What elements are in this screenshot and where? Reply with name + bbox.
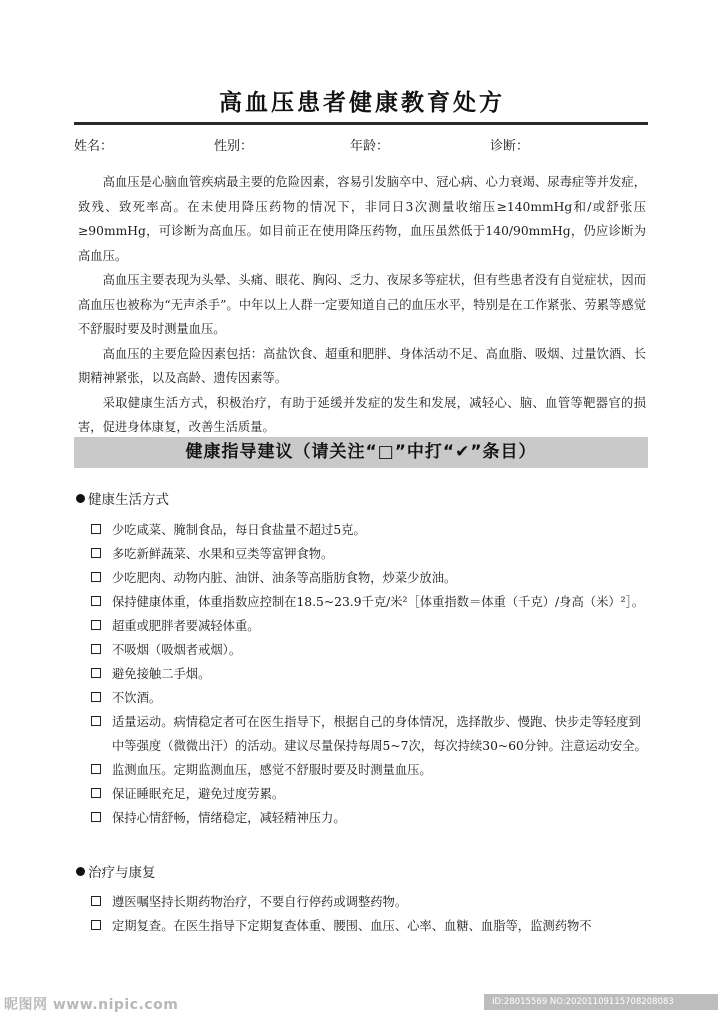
checkbox[interactable]: [91, 896, 101, 906]
item-text: 适量运动。病情稳定者可在医生指导下，根据自己的身体情况，选择散步、慢跑、快步走等轻度到中等强度（微微出汗）的活动。建议尽量保持每周5~7次，每次持续30~60分钟。注意运动安全。: [112, 715, 647, 753]
item-text: 监测血压。定期监测血压，感觉不舒服时要及时测量血压。: [112, 763, 432, 777]
intro-paragraph: 高血压主要表现为头晕、头痛、眼花、胸闷、乏力、夜尿多等症状，但有些患者没有自觉症状，因而高血压也被称为“无声杀手”。中年以上人群一定要知道自己的血压水平，特别是在工作紧张、劳累等感觉不舒服时要及时测量血压。: [78, 273, 646, 336]
list-item: [90, 590, 648, 614]
item-text: 保持健康体重，体重指数应控制在18.5~23.9千克/米²［体重指数＝体重（千克）/身高（米）²］。: [112, 595, 645, 609]
item-text: 多吃新鲜蔬菜、水果和豆类等富钾食物。: [112, 547, 334, 561]
item-text: 遵医嘱坚持长期药物治疗，不要自行停药或调整药物。: [112, 895, 408, 909]
list-item: [90, 782, 648, 806]
checkbox[interactable]: [91, 524, 101, 534]
bullet-icon: [76, 494, 85, 503]
checkbox[interactable]: [91, 812, 101, 822]
checkbox[interactable]: [91, 548, 101, 558]
list-item: [90, 758, 648, 782]
checkbox[interactable]: [91, 920, 101, 930]
item-text: 不饮酒。: [112, 691, 162, 705]
intro-paragraph: 采取健康生活方式，积极治疗，有助于延缓并发症的发生和发展，减轻心、脑、血管等靶器官的损害，促进身体康复，改善生活质量。: [78, 395, 646, 434]
treatment-heading: [76, 861, 156, 881]
checkbox[interactable]: [91, 620, 101, 630]
item-text: 保证睡眠充足，避免过度劳累。: [112, 787, 285, 801]
item-text: 定期复查。在医生指导下定期复查体重、腰围、血压、心率、血糖、血脂等，监测药物不: [112, 919, 592, 933]
gender-label: 性别：: [214, 139, 254, 154]
list-item: [90, 566, 648, 590]
page-title: 高血压患者健康教育处方: [219, 90, 505, 116]
intro-paragraph: 高血压是心脑血管疾病最主要的危险因素，容易引发脑卒中、冠心病、心力衰竭、尿毒症等并发症，致残、致死率高。在未使用降压药物的情况下，非同日3次测量收缩压≥140mmHg和/或舒张压≥90mmHg，可诊断为高血压。如目前正在使用降压药物，血压虽然低于140/90mmHg，仍应诊断为高血压。: [78, 175, 646, 263]
checkbox[interactable]: [91, 716, 101, 726]
list-item: [90, 710, 648, 758]
title-divider: [74, 122, 648, 125]
list-item: [90, 890, 648, 914]
list-item: [90, 662, 648, 686]
watermark-id: ID:28015569 NO:20201109115708208083: [484, 994, 718, 1010]
checkbox[interactable]: [91, 692, 101, 702]
list-item: [90, 914, 648, 938]
list-item: [90, 518, 648, 542]
item-text: 不吸烟（吸烟者戒烟）。: [112, 643, 242, 657]
intro-paragraph: 高血压的主要危险因素包括：高盐饮食、超重和肥胖、身体活动不足、高血脂、吸烟、过量饮酒、长期精神紧张，以及高龄、遗传因素等。: [78, 346, 646, 385]
list-item: [90, 638, 648, 662]
list-item: [90, 614, 648, 638]
treatment-heading-label: 治疗与康复: [88, 865, 156, 881]
checkbox[interactable]: [91, 668, 101, 678]
bullet-icon: [76, 867, 85, 876]
lifestyle-heading: [76, 488, 169, 508]
checkbox[interactable]: [91, 788, 101, 798]
lifestyle-list: [90, 518, 648, 830]
diagnosis-label: 诊断：: [490, 139, 530, 154]
treatment-list: [90, 890, 648, 938]
item-text: 少吃咸菜、腌制食品，每日食盐量不超过5克。: [112, 523, 366, 537]
item-text: 避免接触二手烟。: [112, 667, 211, 681]
name-label: 姓名：: [74, 139, 114, 154]
item-text: 保持心情舒畅，情绪稳定，减轻精神压力。: [112, 811, 346, 825]
checkbox[interactable]: [91, 644, 101, 654]
list-item: [90, 806, 648, 830]
patient-info-row: [74, 135, 648, 155]
item-text: 超重或肥胖者要减轻体重。: [112, 619, 260, 633]
guidance-banner: 健康指导建议（请关注“□”中打“✔”条目）: [74, 437, 648, 468]
watermark-site: 昵图网 www.nipic.com: [4, 997, 179, 1013]
intro-text: [78, 170, 646, 440]
checkbox[interactable]: [91, 764, 101, 774]
age-label: 年龄：: [350, 139, 390, 154]
lifestyle-heading-label: 健康生活方式: [88, 492, 169, 508]
checkbox[interactable]: [91, 572, 101, 582]
item-text: 少吃肥肉、动物内脏、油饼、油条等高脂肪食物，炒菜少放油。: [112, 571, 457, 585]
checkbox[interactable]: [91, 596, 101, 606]
list-item: [90, 542, 648, 566]
list-item: [90, 686, 648, 710]
